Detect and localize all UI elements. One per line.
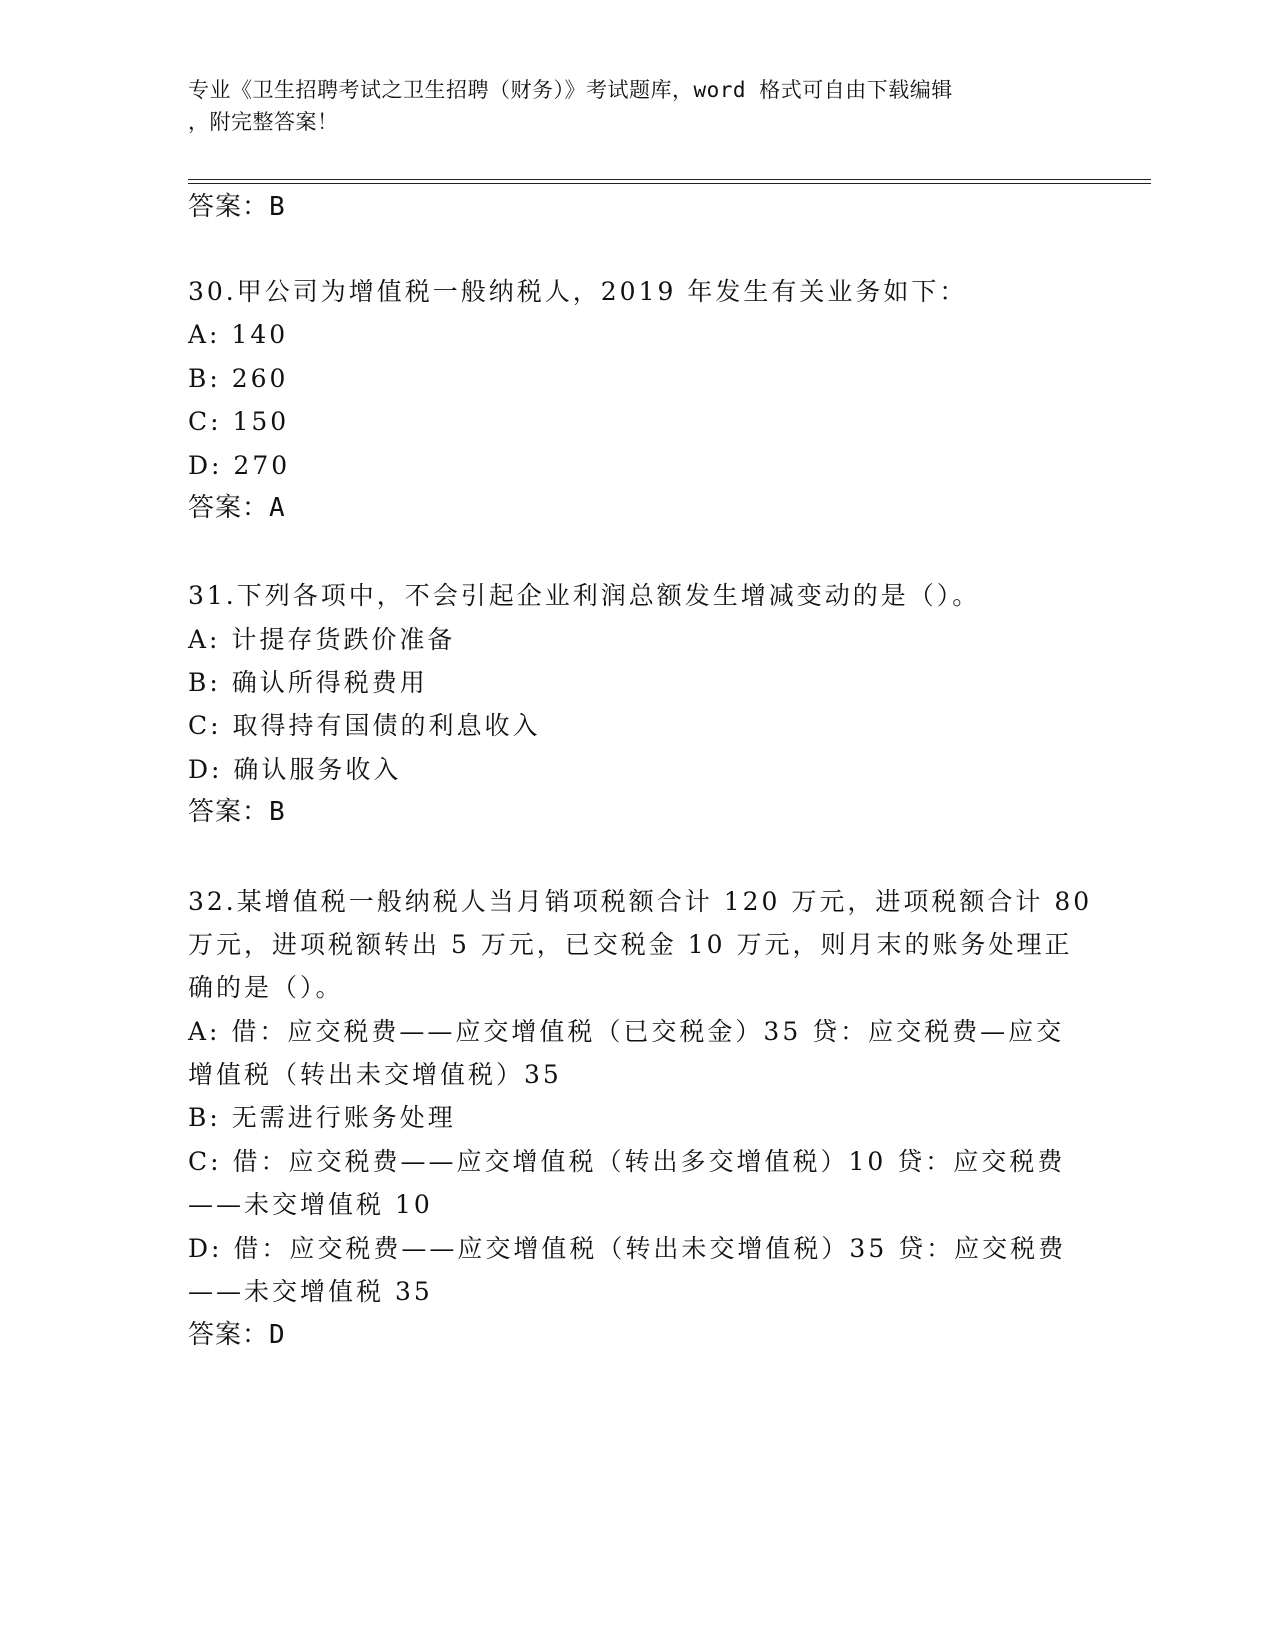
question-32-line-1: 32.某增值税一般纳税人当月销项税额合计 120 万元，进项税额合计 80 bbox=[188, 887, 1093, 916]
q32-option-a-line-2: 增值税（转出未交增值税）35 bbox=[188, 1060, 562, 1089]
q32-option-b: B: 无需进行账务处理 bbox=[188, 1103, 456, 1132]
q32-option-d-line-1: D: 借：应交税费——应交增值税（转出未交增值税）35 贷：应交税费 bbox=[188, 1234, 1067, 1263]
header-line-2: ，附完整答案！ bbox=[188, 110, 339, 134]
q30-option-b: B: 260 bbox=[188, 364, 289, 393]
header-divider-top bbox=[188, 179, 1151, 180]
answer-32: 答案：D bbox=[188, 1320, 286, 1350]
document-header bbox=[188, 74, 1068, 138]
q30-option-c: C: 150 bbox=[188, 407, 290, 436]
q32-option-a-line-1: A: 借：应交税费——应交增值税（已交税金）35 贷：应交税费—应交 bbox=[188, 1017, 1065, 1046]
q30-option-d: D: 270 bbox=[188, 451, 291, 480]
q31-option-d: D: 确认服务收入 bbox=[188, 755, 402, 784]
q31-option-b: B: 确认所得税费用 bbox=[188, 668, 428, 697]
question-30: 30.甲公司为增值税一般纳税人，2019 年发生有关业务如下： bbox=[188, 277, 968, 306]
q32-option-d-line-2: ——未交增值税 35 bbox=[188, 1277, 433, 1306]
question-32-line-3: 确的是（）。 bbox=[188, 973, 344, 1002]
question-32-line-2: 万元，进项税额转出 5 万元，已交税金 10 万元，则月末的账务处理正 bbox=[188, 930, 1073, 959]
question-31: 31.下列各项中，不会引起企业利润总额发生增减变动的是（）。 bbox=[188, 581, 981, 610]
header-divider-bottom bbox=[188, 183, 1151, 184]
answer-30: 答案：A bbox=[188, 493, 286, 523]
q31-option-a: A: 计提存货跌价准备 bbox=[188, 625, 456, 654]
q32-option-c-line-1: C: 借：应交税费——应交增值税（转出多交增值税）10 贷：应交税费 bbox=[188, 1147, 1066, 1176]
q31-option-c: C: 取得持有国债的利息收入 bbox=[188, 711, 541, 740]
header-line-1: 专业《卫生招聘考试之卫生招聘（财务）》考试题库，word 格式可自由下载编辑 bbox=[188, 78, 953, 102]
answer-31: 答案：B bbox=[188, 797, 286, 827]
q30-option-a: A: 140 bbox=[188, 320, 289, 349]
answer-29: 答案：B bbox=[188, 192, 286, 222]
q32-option-c-line-2: ——未交增值税 10 bbox=[188, 1190, 433, 1219]
